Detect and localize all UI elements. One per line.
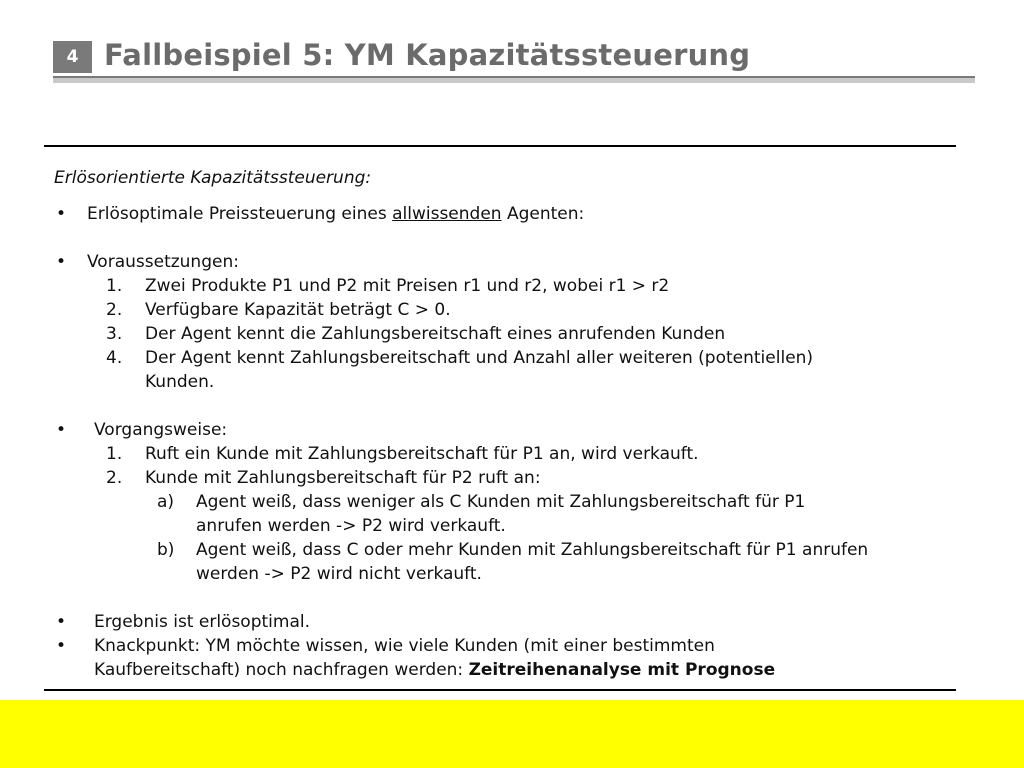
list-item-continuation (54, 370, 1004, 394)
list-item (54, 322, 1004, 346)
sub-list-label: a) (157, 492, 175, 512)
list-item-text: Kunden. (145, 372, 215, 392)
title-underline (53, 76, 975, 83)
bullet-symbol: • (56, 252, 67, 272)
list-item-text: Verfügbare Kapazität beträgt C > 0. (145, 300, 451, 320)
content-subheading: Erlösorientierte Kapazitätssteuerung: (54, 168, 372, 188)
bullet-symbol: • (56, 420, 67, 440)
list-number: 2. (106, 468, 123, 488)
list-number: 3. (106, 324, 123, 344)
underlined-term: allwissenden (392, 204, 502, 224)
content-bottom-rule (44, 689, 956, 691)
bullet-ergebnis (54, 610, 1004, 634)
sub-list-label: b) (157, 540, 175, 560)
slide-title: Fallbeispiel 5: YM Kapazitätssteuerung (104, 38, 751, 72)
list-item (54, 274, 1004, 298)
list-item-text: Der Agent kennt die Zahlungsbereitschaft eines anrufenden Kunden (145, 324, 726, 344)
list-item (54, 442, 1004, 466)
bullet-text: Knackpunkt: YM möchte wissen, wie viele Kunden (mit einer bestimmten (94, 636, 715, 656)
list-item-text: Kunde mit Zahlungsbereitschaft für P2 ruft an: (145, 468, 541, 488)
bullet-label: Voraussetzungen: (87, 252, 239, 272)
sub-list-continuation (54, 562, 1004, 586)
bullet-label: Vorgangsweise: (94, 420, 228, 440)
bullet-continuation (54, 658, 1004, 682)
sub-list-text: anrufen werden -> P2 wird verkauft. (196, 516, 506, 536)
bullet-vorgangsweise (54, 418, 1004, 442)
footer-band (0, 700, 1024, 768)
sub-list-text: Agent weiß, dass C oder mehr Kunden mit Zahlungsbereitschaft für P1 anrufen (196, 540, 869, 560)
bullet-voraussetzungen (54, 250, 1004, 274)
list-item-text: Zwei Produkte P1 und P2 mit Preisen r1 und r2, wobei r1 > r2 (145, 276, 670, 296)
bullet-symbol: • (56, 612, 67, 632)
sub-list-text: werden -> P2 wird nicht verkauft. (196, 564, 482, 584)
bullet-symbol: • (56, 204, 67, 224)
content-top-rule (44, 145, 956, 147)
list-number: 4. (106, 348, 123, 368)
sub-list-item (54, 538, 1004, 562)
key-conclusion: Zeitreihenanalyse mit Prognose (468, 660, 776, 680)
bullet-symbol: • (56, 636, 67, 656)
bullet-text: Ergebnis ist erlösoptimal. (94, 612, 310, 632)
sub-list-continuation (54, 514, 1004, 538)
list-item-text: Ruft ein Kunde mit Zahlungsbereitschaft für P1 an, wird verkauft. (145, 444, 699, 464)
list-item (54, 466, 1004, 490)
list-number: 1. (106, 276, 123, 296)
bullet-text: Kaufbereitschaft) noch nachfragen werden: Zeitreihenanalyse mit Prognose (94, 660, 776, 680)
sub-list-item (54, 490, 1004, 514)
list-number: 2. (106, 300, 123, 320)
list-item (54, 298, 1004, 322)
slide-content (54, 166, 1004, 682)
bullet-text: Erlösoptimale Preissteuerung eines allwissenden Agenten: (87, 204, 585, 224)
bullet-knackpunkt (54, 634, 1004, 658)
list-number: 1. (106, 444, 123, 464)
sub-list-text: Agent weiß, dass weniger als C Kunden mit Zahlungsbereitschaft für P1 (196, 492, 806, 512)
chapter-number-badge: 4 (53, 41, 92, 73)
list-item-text: Der Agent kennt Zahlungsbereitschaft und Anzahl aller weiteren (potentiellen) (145, 348, 814, 368)
list-item (54, 346, 1004, 370)
bullet-preissteuerung (54, 202, 1004, 226)
